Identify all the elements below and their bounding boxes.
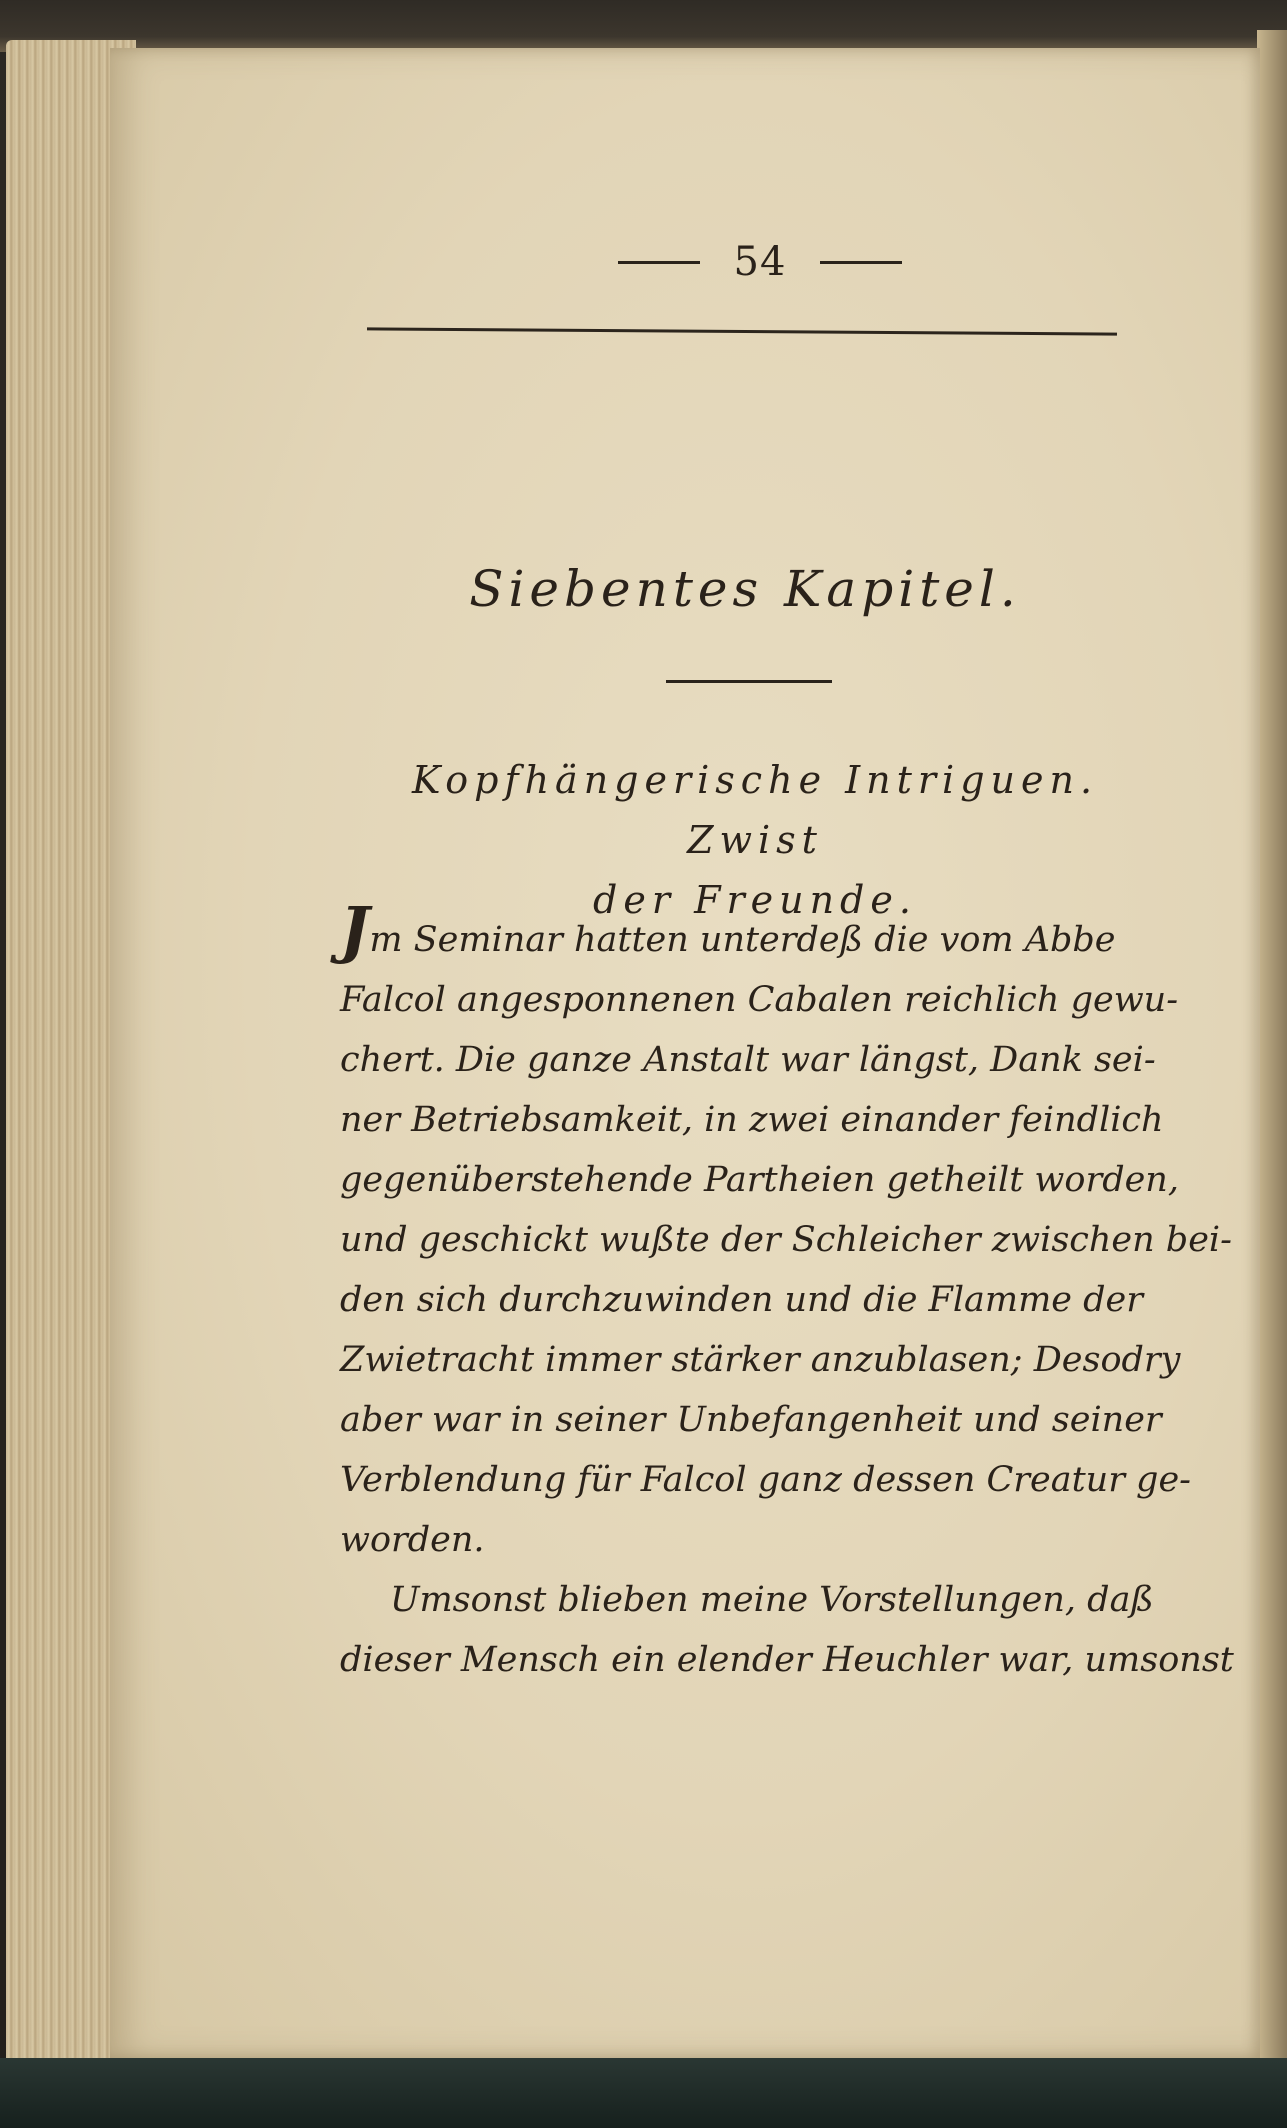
subtitle-line: Kopfhängerische Intriguen. Zwist (411, 758, 1099, 862)
header-dash-right (820, 261, 902, 264)
header-dash-left (618, 261, 700, 264)
title-rule (666, 680, 832, 683)
subtitle-line: der Freunde. (593, 878, 917, 922)
text-line: ner Betriebsamkeit, in zwei einander feindlich (340, 1100, 1164, 1140)
cover-edge-bottom (0, 2058, 1287, 2128)
text-line: aber war in seiner Unbefangenheit und seiner (340, 1400, 1162, 1440)
chapter-title: Siebentes Kapitel. (469, 560, 1021, 618)
text-line: den sich durchzuwinden und die Flamme der (340, 1280, 1143, 1320)
page-header (560, 232, 960, 292)
cover-edge-right (1257, 30, 1287, 2100)
text-line: dieser Mensch ein elender Heuchler war, umsonst (340, 1640, 1234, 1680)
drop-cap: J (340, 893, 370, 966)
text-line: und geschickt wußte der Schleicher zwischen bei- (340, 1220, 1232, 1260)
page-number: 54 (733, 239, 787, 285)
text-line: chert. Die ganze Anstalt war längst, Dank sei- (340, 1040, 1156, 1080)
text-line: Zwietracht immer stärker anzublasen; Desodry (340, 1340, 1181, 1380)
cover-edge-top (0, 0, 1287, 52)
text-line: Falcol angesponnenen Cabalen reichlich gewu- (340, 980, 1179, 1020)
chapter-subtitle (340, 750, 1170, 930)
text-line: gegenüberstehende Partheien getheilt worden, (340, 1160, 1179, 1200)
text-line: Umsonst blieben meine Vorstellungen, daß (390, 1580, 1154, 1620)
text-line: m Seminar hatten unterdeß die vom Abbe (369, 920, 1116, 960)
text-line: Verblendung für Falcol ganz dessen Creatur ge- (340, 1460, 1191, 1500)
text-line: worden. (340, 1520, 485, 1560)
